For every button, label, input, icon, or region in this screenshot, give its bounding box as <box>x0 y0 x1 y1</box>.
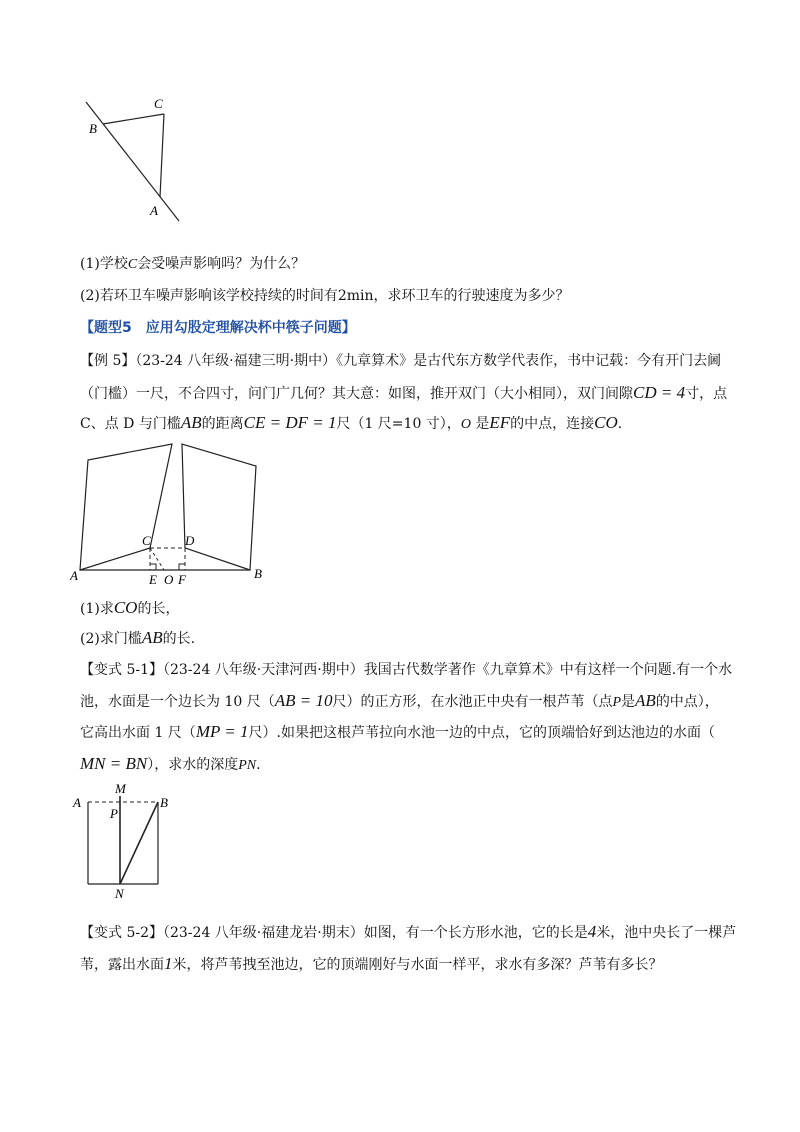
example5-question-1: (1)求CO的长， <box>80 598 180 617</box>
label-p: P <box>110 806 118 821</box>
figure-pool-reed <box>70 780 180 905</box>
variant52-line-2: 苇，露出水面1米，将芦苇拽至池边，它的顶端刚好与水面一样平，求水有多深？芦苇有多长？ <box>80 954 663 973</box>
example5-line-1: 【例 5】（23-24 八年级·福建三明·期中）《九章算术》是古代东方数学代表作，书中记载：今有开门去阃 <box>80 353 722 369</box>
variant51-line-2: 池，水面是一个边长为 10 尺（AB = 10尺）的正方形，在水池正中央有一根芦苇（点P是AB的中点）， <box>80 691 719 710</box>
example5-line-2: （门槛）一尺，不合四寸，问门广几何？其大意：如图，推开双门（大小相同），双门间隙CD = 4寸，点 <box>80 383 728 402</box>
question-part-1: (1)学校C会受噪声影响吗？为什么？ <box>80 256 306 272</box>
segment-bc <box>103 114 164 124</box>
question-part-2: (2)若环卫车噪声影响该学校持续的时间有2min，求环卫车的行驶速度为多少？ <box>80 288 570 304</box>
label-a: A <box>70 568 78 583</box>
example5-line-3: C、点 D 与门槛AB的距离CE = DF = 1尺（1 尺=10 寸），O 是EF的中点，连接CO. <box>80 413 623 432</box>
label-c: C <box>142 533 151 548</box>
label-o: O <box>164 572 174 587</box>
left-door <box>80 444 172 570</box>
reed-bn <box>120 802 158 884</box>
variant51-line-4: MN = BN），求水的深度PN. <box>80 754 261 773</box>
label-b: B <box>254 566 262 581</box>
label-b: B <box>89 121 97 136</box>
right-angle-e <box>150 564 156 570</box>
label-f: F <box>178 572 186 587</box>
variant51-line-1: 【变式 5-1】（23-24 八年级·天津河西·期中）我国古代数学著作《九章算术》中有这样一个问题.有一个水 <box>80 662 733 678</box>
label-a: A <box>150 203 158 218</box>
label-m: M <box>115 781 126 796</box>
variant51-line-3: 它高出水面 1 尺（MP = 1尺）.如果把这根芦苇拉向水池一边的中点，它的顶端恰好到达池边的水面（ <box>80 722 715 741</box>
label-e: E <box>149 572 157 587</box>
variant52-line-1: 【变式 5-2】（23-24 八年级·福建龙岩·期末）如图，有一个长方形水池，它的长是4米，池中央长了一棵芦 <box>80 922 737 941</box>
example5-question-2: (2)求门槛AB的长. <box>80 628 196 647</box>
label-d: D <box>185 533 195 548</box>
right-angle-f <box>179 564 185 570</box>
label-b: B <box>160 795 168 810</box>
figure-road-triangle <box>80 90 190 225</box>
road-line <box>86 102 179 221</box>
label-n: N <box>115 886 124 901</box>
right-door <box>182 444 256 570</box>
label-c: C <box>154 96 163 111</box>
figure-double-doors <box>70 438 270 588</box>
label-a: A <box>73 795 81 810</box>
segment-ca <box>160 114 164 197</box>
section-heading: 【题型5 应用勾股定理解决杯中筷子问题】 <box>80 320 356 336</box>
segment-co <box>150 548 164 570</box>
